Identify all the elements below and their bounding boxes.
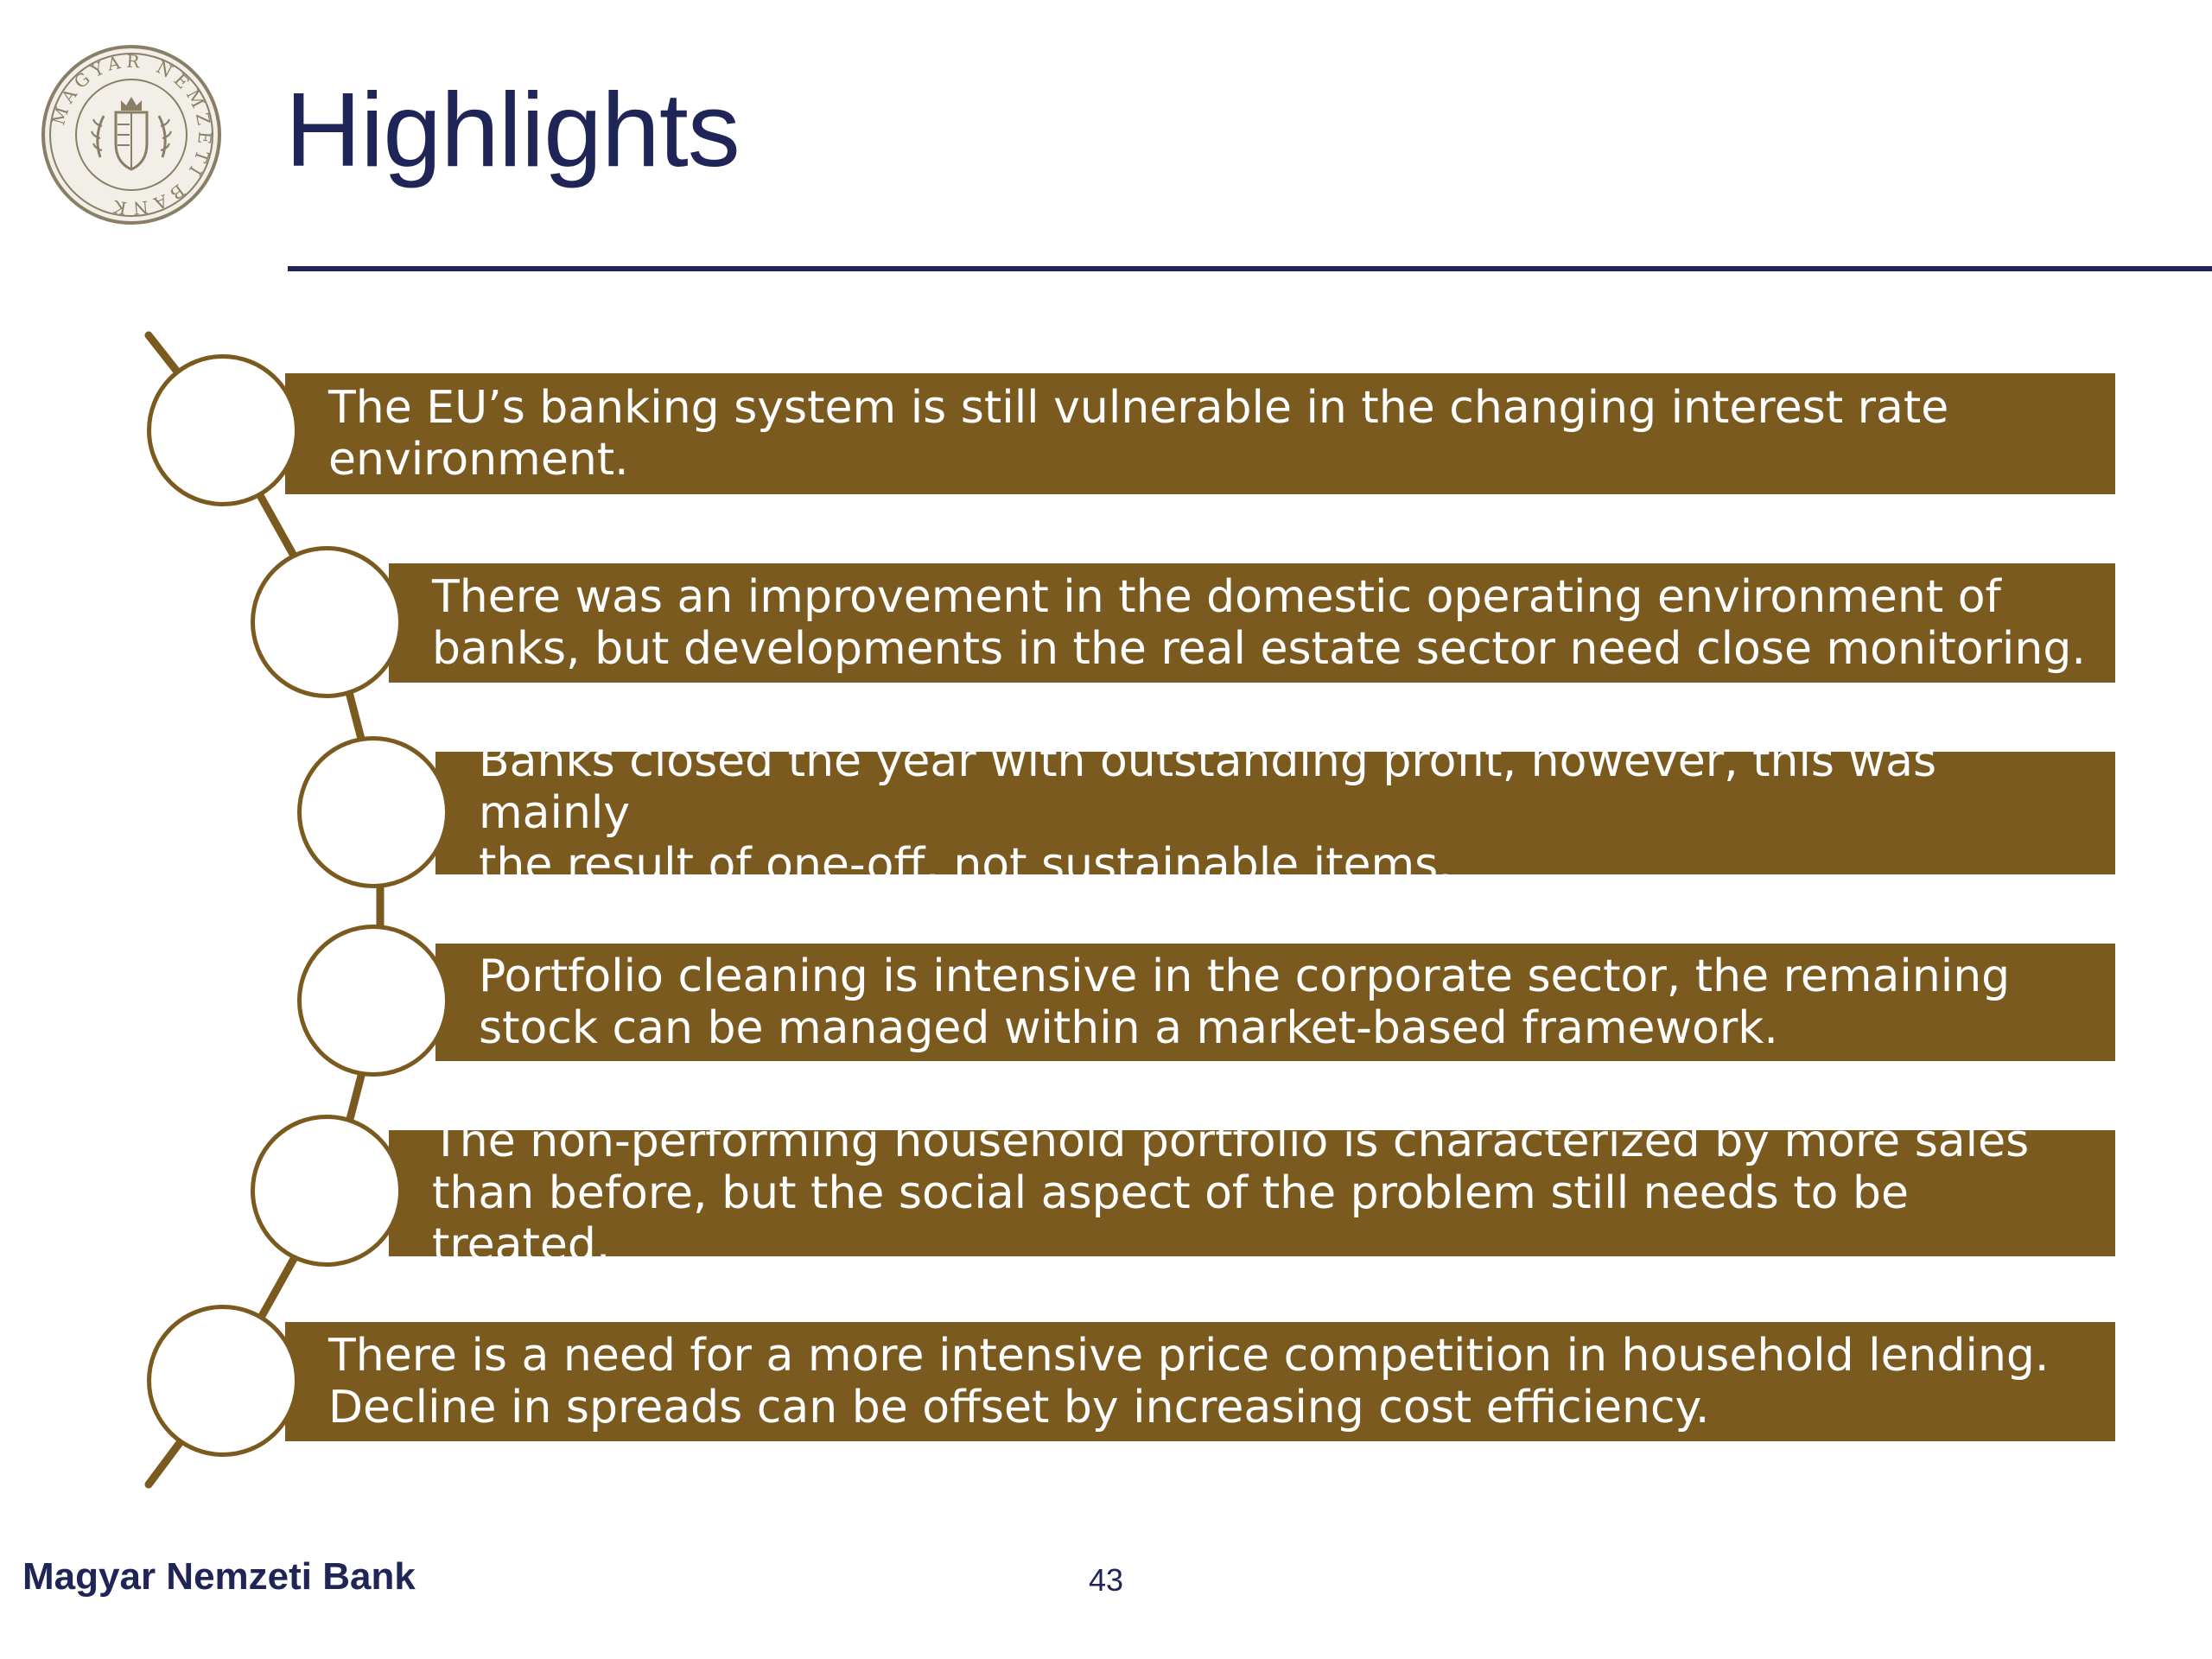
highlight-text-6: There is a need for a more intensive price competition in household lending. Decline in spreads can be offset by increasing cost efficiency. [328, 1330, 2050, 1433]
highlight-bar-4 [435, 944, 2115, 1061]
timeline-node-1 [147, 354, 299, 506]
timeline-node-5 [251, 1115, 403, 1267]
timeline-node-4 [297, 925, 449, 1077]
highlight-bar-2 [389, 563, 2115, 683]
highlight-text-1: The EU’s banking system is still vulnerable in the changing interest rate environment. [328, 382, 1949, 486]
timeline-node-3 [297, 736, 449, 888]
highlight-text-3: Banks closed the year with outstanding profit, however, this was mainly the result of one-off, not sustainable items. [479, 735, 1937, 891]
highlight-text-4: Portfolio cleaning is intensive in the corporate sector, the remaining stock can be managed within a market-based framework. [479, 950, 2011, 1054]
highlight-bar-6 [285, 1322, 2115, 1441]
highlight-text-5: The non-performing household portfolio is characterized by more sales than before, but the social aspect of the problem still needs to be treated. [432, 1116, 2030, 1271]
page-title: Highlights [285, 71, 740, 188]
footer-bank-name: Magyar Nemzeti Bank [22, 1555, 416, 1598]
highlight-bar-3 [435, 735, 2115, 891]
timeline-node-2 [251, 546, 403, 698]
timeline-node-6 [147, 1305, 299, 1457]
highlight-text-2: There was an improvement in the domestic operating environment of banks, but developments in the real estate sector need close monitoring. [432, 571, 2086, 675]
svg-text:MAGYAR NEMZETI BANK: MAGYAR NEMZETI BANK [48, 50, 216, 219]
highlight-bar-5 [389, 1116, 2115, 1271]
page-number: 43 [1088, 1562, 1124, 1598]
highlight-bar-1 [285, 373, 2115, 494]
